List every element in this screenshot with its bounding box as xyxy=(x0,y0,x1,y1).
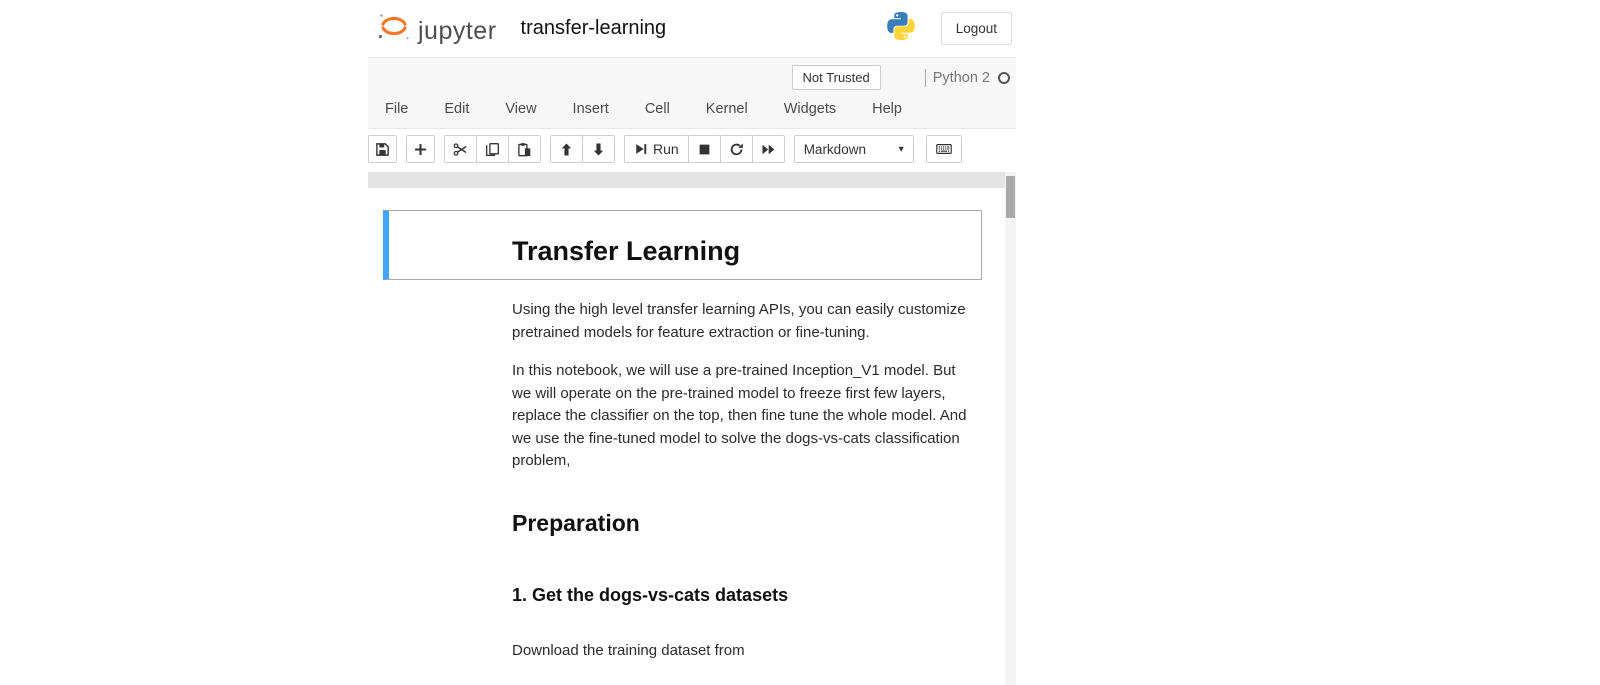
paragraph-download: Download the training dataset from xyxy=(512,641,745,659)
header-right xyxy=(885,10,1012,47)
markdown-cell-download[interactable] xyxy=(512,640,974,663)
run-button-group xyxy=(624,135,785,163)
menu-cell[interactable]: Cell xyxy=(644,101,670,117)
menu-edit[interactable]: Edit xyxy=(444,101,470,117)
keyboard-icon xyxy=(936,141,952,157)
cell-type-dropdown[interactable] xyxy=(794,135,914,163)
app-header xyxy=(368,0,1016,57)
kernel-idle-circle-icon xyxy=(998,72,1010,84)
panel-status-row xyxy=(792,65,1010,90)
markdown-cell-notebook-description[interactable] xyxy=(512,360,974,473)
heading-preparation: Preparation xyxy=(512,509,640,536)
move-button-group xyxy=(550,135,615,163)
menu-bar xyxy=(372,96,915,122)
python-logo-icon xyxy=(885,10,917,47)
stop-icon xyxy=(697,142,712,157)
paste-icon xyxy=(517,142,532,157)
interrupt-kernel-button[interactable] xyxy=(688,135,721,163)
jupyter-logo-link[interactable] xyxy=(376,11,497,46)
markdown-cell-preparation[interactable] xyxy=(512,508,974,538)
markdown-cell-title[interactable] xyxy=(383,210,982,280)
cut-cell-button[interactable] xyxy=(444,135,477,163)
move-down-icon xyxy=(591,142,606,157)
jupyter-app xyxy=(368,0,1016,685)
kernel-block xyxy=(925,69,1010,87)
paragraph-inception: In this notebook, we will use a pre-trained Inception_V1 model. But we will operate on the pre-trained model to freeze first few layers, replace the classifier on the top, then fine tune the whole model. And we use the fine-tuned model to solve the dogs-vs-cats classification problem, xyxy=(512,362,967,469)
notebook-container xyxy=(368,188,1005,685)
step-forward-icon xyxy=(634,142,648,156)
fast-forward-icon xyxy=(761,142,776,157)
vertical-scrollbar[interactable] xyxy=(1005,172,1016,685)
restart-kernel-button[interactable] xyxy=(720,135,753,163)
kernel-divider xyxy=(925,69,926,87)
move-cell-up-button[interactable] xyxy=(550,135,583,163)
add-cell-icon xyxy=(413,142,428,157)
menu-help[interactable]: Help xyxy=(872,101,902,117)
heading-get-datasets: 1. Get the dogs-vs-cats datasets xyxy=(512,584,789,605)
paragraph-apis: Using the high level transfer learning APIs, you can easily customize pretrained models for feature extraction or fine-tuning. xyxy=(512,301,966,341)
cell-heading-transfer-learning: Transfer Learning xyxy=(512,236,741,266)
notebook-toolbar xyxy=(368,134,1016,164)
logout-button[interactable]: Logout xyxy=(941,12,1012,45)
save-icon xyxy=(375,142,390,157)
menu-widgets[interactable]: Widgets xyxy=(783,101,837,117)
cut-icon xyxy=(453,142,468,157)
markdown-cell-intro[interactable] xyxy=(512,299,974,344)
scrollbar-thumb[interactable] xyxy=(1006,176,1015,218)
kernel-name: Python 2 xyxy=(932,69,990,86)
run-cell-button[interactable] xyxy=(624,135,689,163)
menubar-panel xyxy=(368,57,1016,129)
move-up-icon xyxy=(559,142,574,157)
menu-view[interactable]: View xyxy=(505,101,537,117)
site-top-band xyxy=(368,172,1005,188)
run-label: Run xyxy=(653,141,679,157)
copy-cell-button[interactable] xyxy=(476,135,509,163)
menu-insert[interactable]: Insert xyxy=(572,101,609,117)
copy-icon xyxy=(485,142,500,157)
markdown-cell-datasets[interactable] xyxy=(512,583,974,607)
jupyter-logo-icon xyxy=(376,11,412,46)
command-palette-button[interactable] xyxy=(926,135,962,163)
restart-kernel-icon xyxy=(729,142,744,157)
save-button[interactable] xyxy=(368,135,397,163)
jupyter-logo-text: jupyter xyxy=(418,17,497,45)
add-cell-button[interactable] xyxy=(406,135,435,163)
edit-button-group xyxy=(444,135,541,163)
cell-type-value: Markdown xyxy=(803,141,866,157)
restart-run-all-button[interactable] xyxy=(752,135,785,163)
paste-cell-button[interactable] xyxy=(508,135,541,163)
menu-kernel[interactable]: Kernel xyxy=(705,101,748,117)
move-cell-down-button[interactable] xyxy=(582,135,615,163)
dropdown-arrow-icon: ▾ xyxy=(898,143,904,155)
trust-status-button[interactable]: Not Trusted xyxy=(792,65,881,90)
menu-file[interactable]: File xyxy=(385,101,409,117)
notebook-title[interactable]: transfer-learning xyxy=(520,17,667,39)
